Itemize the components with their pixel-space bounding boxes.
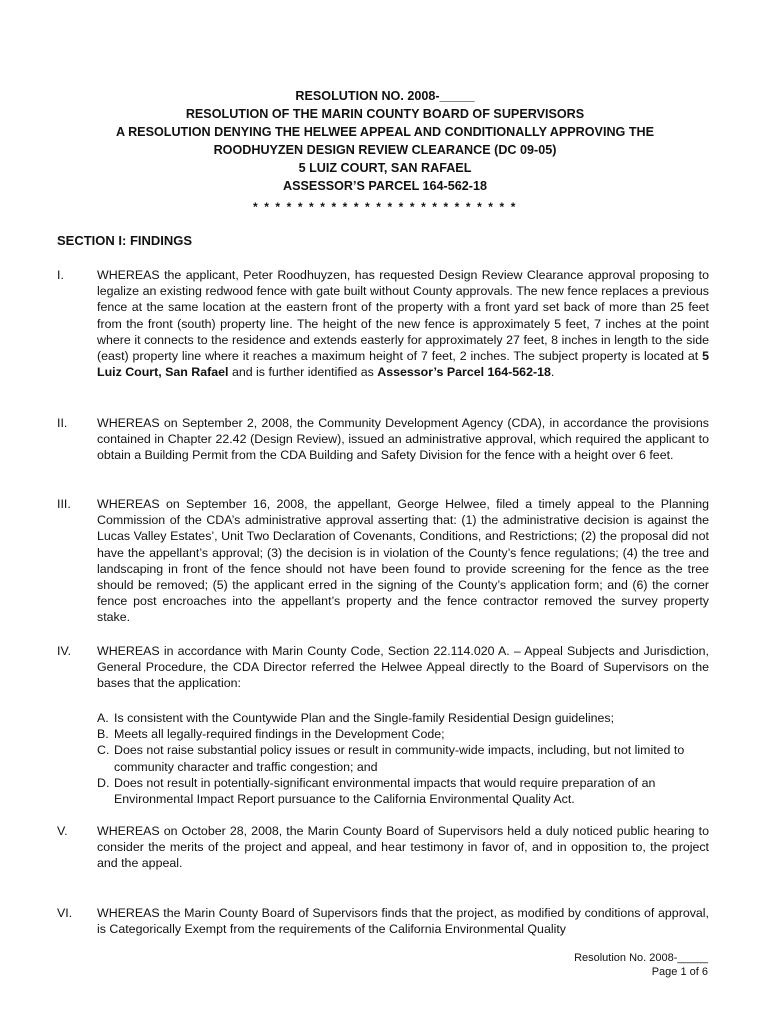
finding-paragraph bbox=[57, 267, 709, 380]
resolution-number: RESOLUTION NO. 2008-_____ bbox=[295, 89, 475, 103]
resolution-header bbox=[0, 87, 770, 195]
finding-number: II. bbox=[57, 416, 68, 430]
finding-text: WHEREAS the applicant, Peter Roodhuyzen, has requested Design Review Clearance approval proposing to legalize an existing redwood fence with gate built without County approvals. The new fence replaces a previous fence at the same location at the eastern front of the property with a front yard set back of more than 25 feet from the front (south) property line. The height of the new fence is approximately 5 feet, 7 inches at the point where it connects to the residence and extends easterly for approximately 27 feet, 8 inches in length to the side (east) property line where it reaches a maximum height of 7 feet, 2 inches. The subject property is located at 5 Luiz Court, San Rafael and is further identified as Assessor’s Parcel 164-562-18. bbox=[97, 268, 709, 380]
finding-text: WHEREAS in accordance with Marin County Code, Section 22.114.020 A. – Appeal Subjects and Jurisdiction, General Procedure, the CDA Director referred the Helwee Appeal directly to the Board of Supervisors on the bases that the application: bbox=[97, 644, 709, 691]
application-bases-list bbox=[97, 710, 709, 807]
section-title: SECTION I: FINDINGS bbox=[57, 233, 193, 248]
finding-paragraph bbox=[57, 823, 709, 872]
list-item-text: Does not result in potentially-significant environmental impacts that would require preparation of an Environmental Impact Report pursuance to the California Environmental Quality Act. bbox=[114, 775, 656, 807]
list-item bbox=[97, 775, 709, 807]
list-item bbox=[97, 742, 709, 774]
list-letter: C. bbox=[97, 743, 110, 758]
finding-number: I. bbox=[57, 268, 64, 282]
resolution-subject-line-2: ROODHUYZEN DESIGN REVIEW CLEARANCE (DC 09-05) bbox=[213, 143, 557, 157]
list-item-text: Does not raise substantial policy issues or result in community-wide impacts, including, but not limited to community character and traffic congestion; and bbox=[114, 743, 685, 774]
finding-paragraph bbox=[57, 905, 709, 937]
finding-number: VI. bbox=[57, 906, 73, 920]
list-item bbox=[97, 710, 709, 726]
resolution-board-title: RESOLUTION OF THE MARIN COUNTY BOARD OF SUPERVISORS bbox=[185, 107, 585, 121]
finding-text: WHEREAS on October 28, 2008, the Marin County Board of Supervisors held a duly noticed public hearing to consider the merits of the project and appeal, and hear testimony in favor of, and in opposition to, the project and the appeal. bbox=[97, 824, 709, 871]
finding-paragraph bbox=[57, 415, 709, 464]
finding-number: V. bbox=[57, 824, 68, 838]
finding-number: IV. bbox=[57, 644, 72, 658]
list-item-text: Is consistent with the Countywide Plan and the Single-family Residential Design guidelines; bbox=[114, 711, 615, 725]
resolution-parcel: ASSESSOR’S PARCEL 164-562-18 bbox=[283, 179, 487, 193]
resolution-address: 5 LUIZ COURT, SAN RAFAEL bbox=[298, 161, 472, 175]
finding-paragraph bbox=[57, 496, 709, 626]
page-number: Page 1 of 6 bbox=[651, 966, 708, 978]
list-letter: A. bbox=[97, 711, 109, 725]
list-item bbox=[97, 726, 709, 742]
finding-paragraph bbox=[57, 643, 709, 692]
list-letter: B. bbox=[97, 727, 109, 742]
finding-text: WHEREAS on September 16, 2008, the appellant, George Helwee, filed a timely appeal to the Planning Commission of the CDA’s administrative approval asserting that: (1) the administrative decision is against the Lucas Valley Estates’, Unit Two Declaration of Covenants, Conditions, and Restrictions; (2) the proposal did not have the appellant’s approval; (3) the decision is in violation of the County’s fence regulations; (4) the tree and landscaping in front of the fence should not have been found to provide screening for the fence as the tree should be removed; (5) the applicant erred in the signing of the County’s application form; and (6) the corner fence post encroaches into the appellant’s property and the fence contractor removed the survey property stake. bbox=[97, 497, 709, 625]
resolution-subject-line-1: A RESOLUTION DENYING THE HELWEE APPEAL AND CONDITIONALLY APPROVING THE bbox=[115, 125, 655, 139]
finding-text: WHEREAS the Marin County Board of Supervisors finds that the project, as modified by conditions of approval, is Categorically Exempt from the requirements of the California Environmental Quality bbox=[97, 906, 709, 937]
property-address: 5 Luiz Court, San Rafael bbox=[97, 349, 709, 380]
list-letter: D. bbox=[97, 775, 110, 790]
assessor-parcel: Assessor’s Parcel 164-562-18 bbox=[377, 365, 551, 380]
finding-number: III. bbox=[57, 497, 71, 511]
footer-resolution-number: Resolution No. 2008-_____ bbox=[574, 952, 708, 964]
page-footer bbox=[574, 951, 708, 979]
finding-text: WHEREAS on September 2, 2008, the Community Development Agency (CDA), in accordance the provisions contained in Chapter 22.42 (Design Review), issued an administrative approval, which required the applicant to obtain a Building Permit from the CDA Building and Safety Division for the fence with a height over 6 feet. bbox=[97, 416, 709, 463]
separator-stars: * * * * * * * * * * * * * * * * * * * * * * * * bbox=[253, 200, 517, 214]
list-item-text: Meets all legally-required findings in the Development Code; bbox=[114, 727, 445, 742]
